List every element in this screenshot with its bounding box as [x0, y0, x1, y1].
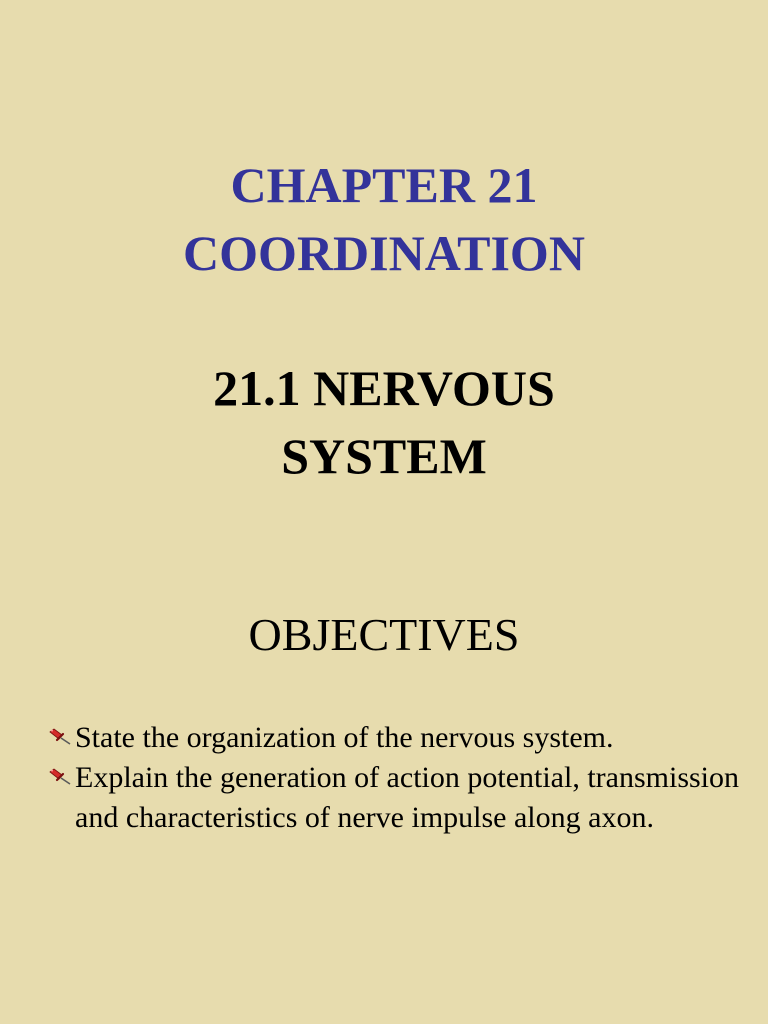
chapter-title-line-1: CHAPTER 21: [230, 157, 538, 213]
objective-text: Explain the generation of action potential, transmission and characteristics of nerve impulse along axon.: [75, 761, 739, 834]
section-title-line-2: SYSTEM: [281, 428, 487, 484]
pushpin-icon: [48, 727, 72, 747]
section-title-line-1: 21.1 NERVOUS: [213, 360, 555, 416]
objective-text: State the organization of the nervous system.: [75, 721, 614, 754]
objectives-list: [46, 718, 746, 838]
pushpin-icon: [48, 767, 72, 787]
objective-item: [46, 718, 746, 758]
chapter-title-line-2: COORDINATION: [183, 225, 585, 281]
objective-item: [46, 758, 746, 838]
objectives-heading: OBJECTIVES: [248, 609, 520, 660]
